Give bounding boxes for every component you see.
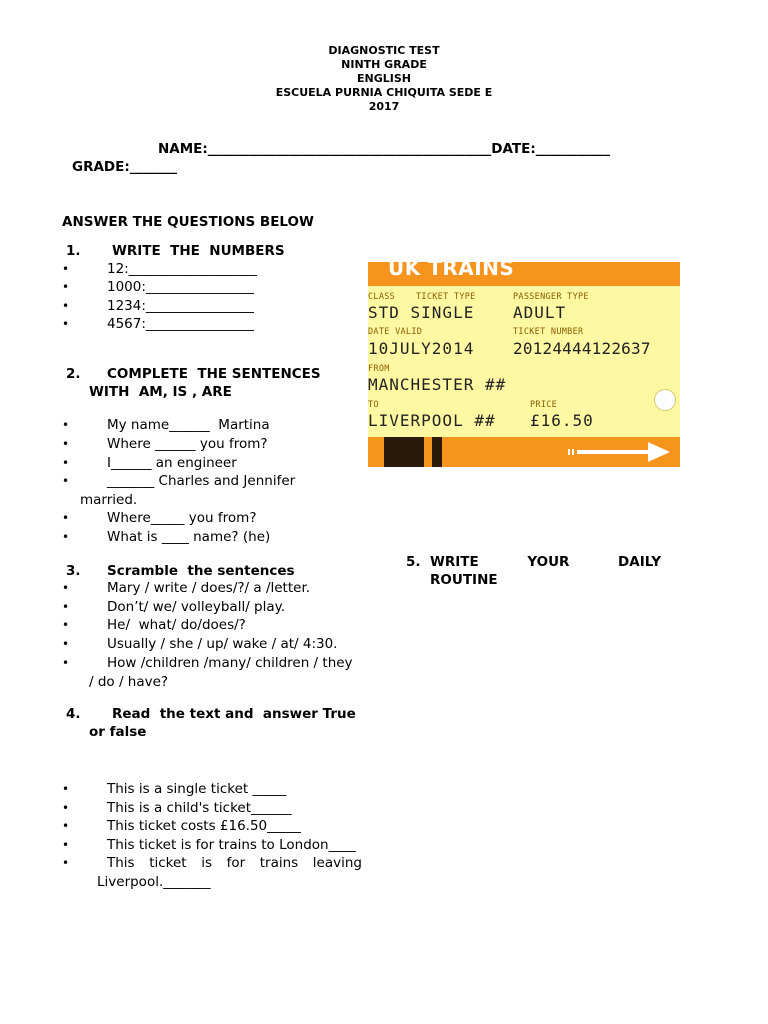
ticket-from: MANCHESTER ##: [368, 375, 507, 394]
train-ticket-image: [368, 262, 680, 467]
bullet-icon: •: [62, 317, 70, 331]
bullet-icon: •: [62, 511, 70, 525]
q2-item-2: • Where ______ you from?: [62, 436, 268, 452]
q3-item-5-continuation: / do / have?: [89, 674, 169, 690]
bullet-icon: •: [62, 600, 70, 614]
q1-number: 1.: [66, 243, 81, 259]
q5-title-line-1: WRITE YOUR DAILY: [430, 554, 661, 570]
ticket-passenger: ADULT: [513, 303, 567, 322]
q2-item-1: • My name______ Martina: [62, 417, 270, 433]
ticket-stripe-icon: [432, 437, 442, 467]
q3-item-4: • Usually / she / up/ wake / at/ 4:30.: [62, 636, 338, 652]
q4-item-2: • This is a child's ticket______: [62, 800, 292, 816]
ticket-header-bar: [368, 262, 680, 286]
ticket-number: 20124444122637: [513, 339, 651, 358]
q5-number: 5.: [406, 554, 421, 570]
ticket-label-from: FROM: [368, 364, 390, 374]
header-line-1: DIAGNOSTIC TEST: [328, 44, 440, 57]
bullet-icon: •: [62, 474, 70, 488]
ticket-brand: UK TRAINS: [388, 262, 515, 280]
q2-item-4-continuation: married.: [80, 492, 138, 508]
ticket-label-ticket-type: TICKET TYPE: [416, 292, 476, 302]
bullet-icon: •: [62, 782, 70, 796]
q3-item-1: • Mary / write / does/?/ a /letter.: [62, 580, 311, 596]
bullet-icon: •: [62, 299, 70, 313]
q4-item-5: • This ticket is for trains leaving: [62, 855, 362, 871]
ticket-label-ticket-number: TICKET NUMBER: [513, 327, 584, 337]
bullet-icon: •: [62, 437, 70, 451]
q2-title-line-2: WITH AM, IS , ARE: [89, 384, 232, 400]
q3-number: 3.: [66, 563, 81, 579]
bullet-icon: •: [62, 456, 70, 470]
bullet-icon: •: [62, 530, 70, 544]
q1-title: WRITE THE NUMBERS: [112, 243, 285, 259]
bullet-icon: •: [62, 581, 70, 595]
header-line-4: ESCUELA PURNIA CHIQUITA SEDE E: [275, 86, 493, 99]
bullet-icon: •: [62, 819, 70, 833]
ticket-stripe-icon: [384, 437, 424, 467]
bullet-icon: •: [62, 856, 70, 870]
arrow-right-icon: [568, 441, 674, 463]
q3-item-5: • How /children /many/ children / they: [62, 655, 353, 671]
q1-item-1: • 12:___________________: [62, 261, 257, 277]
ticket-label-date-valid: DATE VALID: [368, 327, 423, 337]
q5-title-line-2: ROUTINE: [430, 572, 498, 588]
q2-item-6: • What is ____ name? (he): [62, 529, 271, 545]
q4-title-line-1: Read the text and answer True: [112, 706, 356, 722]
ticket-hole-icon: [654, 389, 676, 411]
q2-number: 2.: [66, 366, 81, 382]
header-line-5: 2017: [368, 100, 400, 113]
name-date-field[interactable]: NAME:__________________________________________DATE:___________: [158, 141, 610, 157]
bullet-icon: •: [62, 262, 70, 276]
ticket-label-class: CLASS: [368, 292, 396, 302]
ticket-price: £16.50: [530, 411, 594, 430]
q1-item-3: • 1234:________________: [62, 298, 254, 314]
q4-item-1: • This is a single ticket _____: [62, 781, 287, 797]
bullet-icon: •: [62, 618, 70, 632]
q3-title: Scramble the sentences: [107, 563, 295, 579]
q1-item-4: • 4567:________________: [62, 316, 254, 332]
ticket-label-passenger-type: PASSENGER TYPE: [513, 292, 589, 302]
bullet-icon: •: [62, 656, 70, 670]
ticket-footer-bar: [368, 437, 680, 467]
grade-field[interactable]: GRADE:_______: [72, 159, 178, 175]
bullet-icon: •: [62, 280, 70, 294]
ticket-date: 10JULY2014: [368, 339, 475, 358]
ticket-class-type: STD SINGLE: [368, 303, 475, 322]
ticket-to: LIVERPOOL ##: [368, 411, 496, 430]
q2-title-line-1: COMPLETE THE SENTENCES: [107, 366, 321, 382]
q4-item-5-continuation: Liverpool._______: [97, 874, 211, 890]
bullet-icon: •: [62, 418, 70, 432]
bullet-icon: •: [62, 801, 70, 815]
q1-item-2: • 1000:________________: [62, 279, 254, 295]
q2-item-4: • _______ Charles and Jennifer: [62, 473, 296, 489]
q4-title-line-2: or false: [89, 724, 147, 740]
q2-item-5: • Where_____ you from?: [62, 510, 257, 526]
q4-number: 4.: [66, 706, 81, 722]
header-line-2: NINTH GRADE: [341, 58, 427, 71]
q3-item-2: • Don’t/ we/ volleyball/ play.: [62, 599, 285, 615]
header-line-3: ENGLISH: [357, 72, 411, 85]
ticket-label-price: PRICE: [530, 400, 558, 410]
instructions-heading: ANSWER THE QUESTIONS BELOW: [62, 214, 314, 230]
q4-item-4: • This ticket is for trains to London____: [62, 837, 356, 853]
q4-item-3: • This ticket costs £16.50_____: [62, 818, 301, 834]
bullet-icon: •: [62, 838, 70, 852]
bullet-icon: •: [62, 637, 70, 651]
q3-item-3: • He/ what/ do/does/?: [62, 617, 246, 633]
q2-item-3: • I______ an engineer: [62, 455, 237, 471]
ticket-label-to: TO: [368, 400, 379, 410]
